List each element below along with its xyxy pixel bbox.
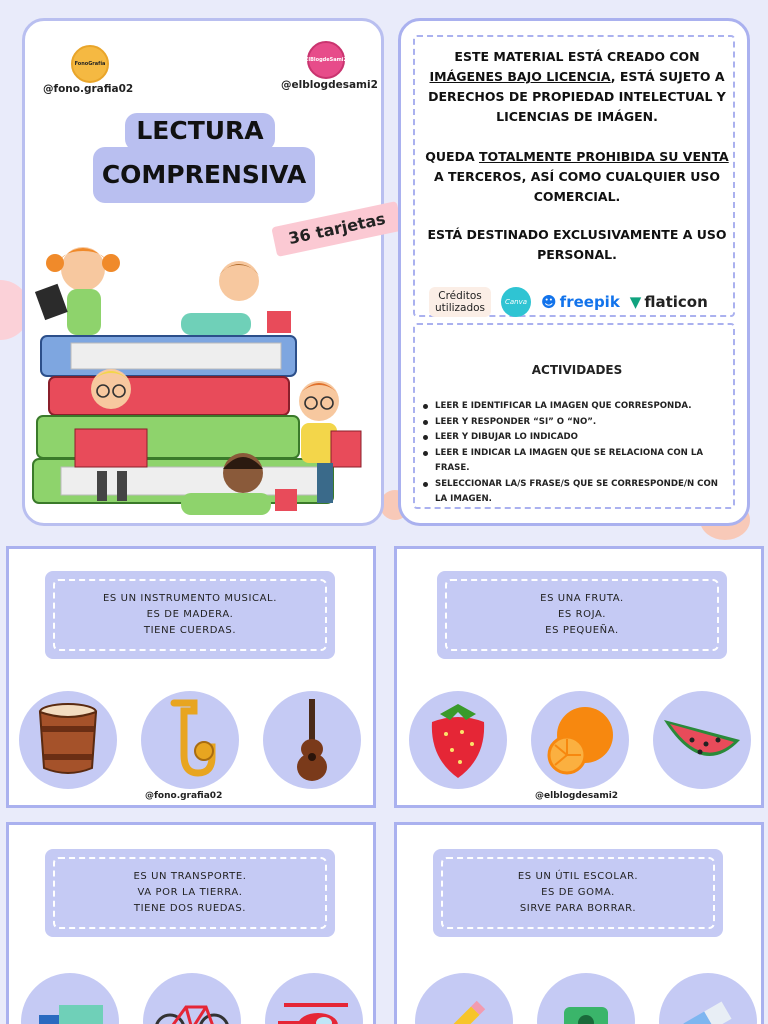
title-line1: LECTURA bbox=[125, 113, 275, 151]
bicycle-icon bbox=[152, 997, 232, 1024]
handle-right: @elblogdesami2 bbox=[281, 79, 378, 91]
kids-reading-illustration bbox=[31, 231, 371, 521]
license-paragraph-3: ESTÁ DESTINADO EXCLUSIVAMENTE A USO PERSONAL. bbox=[427, 227, 727, 262]
flaticon-icon: ▼ bbox=[629, 293, 642, 311]
ukulele-option[interactable] bbox=[263, 691, 361, 789]
clue-box: ES UN TRANSPORTE. VA POR LA TIERRA. TIENE DOS RUEDAS. bbox=[45, 849, 335, 937]
strawberry-icon bbox=[426, 700, 490, 780]
clue-box: ES UN INSTRUMENTO MUSICAL. ES DE MADERA. TIENE CUERDAS. bbox=[45, 571, 335, 659]
reading-card-fruit bbox=[394, 546, 764, 808]
credits-row bbox=[429, 285, 729, 319]
license-info-panel bbox=[398, 18, 750, 526]
drum-icon bbox=[36, 702, 100, 778]
pencil-icon bbox=[434, 992, 494, 1024]
truck-icon bbox=[35, 997, 105, 1024]
list-item: LEER Y DIBUJAR LO INDICADO bbox=[421, 430, 721, 446]
list-item: LEER E IDENTIFICAR LA IMAGEN QUE CORRESPONDA. bbox=[421, 399, 721, 415]
ukulele-icon bbox=[292, 697, 332, 783]
watermelon-option[interactable] bbox=[653, 691, 751, 789]
activities-title: ACTIVIDADES bbox=[531, 363, 623, 377]
card-handle: @fono.grafia02 bbox=[145, 791, 223, 801]
strawberry-option[interactable] bbox=[409, 691, 507, 789]
canva-logo: Canva bbox=[501, 287, 531, 317]
reading-card-school-supply bbox=[394, 822, 764, 1024]
list-item: LEER E INDICAR LA IMAGEN QUE SE RELACIONA CON LA FRASE. bbox=[421, 446, 721, 477]
sharpener-option[interactable] bbox=[537, 973, 635, 1024]
reading-card-transport bbox=[6, 822, 376, 1024]
eraser-icon bbox=[678, 997, 738, 1024]
eraser-option[interactable] bbox=[659, 973, 757, 1024]
freepik-icon: ☻ bbox=[541, 293, 557, 311]
card-handle: @elblogdesami2 bbox=[535, 791, 619, 801]
saxophone-icon bbox=[160, 697, 220, 783]
helicopter-icon bbox=[274, 997, 354, 1024]
list-item: SELECCIONAR LA/S FRASE/S QUE SE CORRESPONDE/N CON LA IMAGEN. bbox=[421, 477, 721, 508]
title-line2: COMPRENSIVA bbox=[93, 147, 315, 203]
license-paragraph-2: QUEDA TOTALMENTE PROHIBIDA SU VENTA A TERCEROS, ASÍ COMO CUALQUIER USO COMERCIAL. bbox=[425, 149, 729, 204]
list-item: LEER Y RESPONDER “SI” O “NO”. bbox=[421, 415, 721, 431]
cards-count-badge: 36 tarjetas bbox=[271, 201, 402, 257]
blogdesami-logo: ElBlogdeSami2 bbox=[307, 41, 345, 79]
helicopter-option[interactable] bbox=[265, 973, 363, 1024]
activities-list bbox=[421, 399, 721, 508]
watermelon-icon bbox=[662, 710, 742, 770]
freepik-logo: ☻ freepik bbox=[541, 293, 620, 311]
saxophone-option[interactable] bbox=[141, 691, 239, 789]
truck-option[interactable] bbox=[21, 973, 119, 1024]
orange-icon bbox=[543, 703, 617, 777]
sharpener-icon bbox=[556, 997, 616, 1024]
reading-card-instrument bbox=[6, 546, 376, 808]
pencil-option[interactable] bbox=[415, 973, 513, 1024]
flaticon-logo: ▼ flaticon bbox=[629, 293, 708, 311]
license-paragraph-1: ESTE MATERIAL ESTÁ CREADO CON IMÁGENES BAJO LICENCIA, ESTÁ SUJETO A DERECHOS DE PROPIEDAD INTELECTUAL Y LICENCIAS DE IMÁGEN. bbox=[428, 49, 726, 124]
drum-option[interactable] bbox=[19, 691, 117, 789]
credits-label: Créditos utilizados bbox=[429, 287, 491, 317]
clue-box: ES UN ÚTIL ESCOLAR. ES DE GOMA. SIRVE PARA BORRAR. bbox=[433, 849, 723, 937]
clue-box: ES UNA FRUTA. ES ROJA. ES PEQUEÑA. bbox=[437, 571, 727, 659]
orange-option[interactable] bbox=[531, 691, 629, 789]
bicycle-option[interactable] bbox=[143, 973, 241, 1024]
fonografia-logo: FonoGrafía bbox=[71, 45, 109, 83]
handle-left: @fono.grafia02 bbox=[43, 83, 134, 95]
cover-panel bbox=[22, 18, 388, 526]
